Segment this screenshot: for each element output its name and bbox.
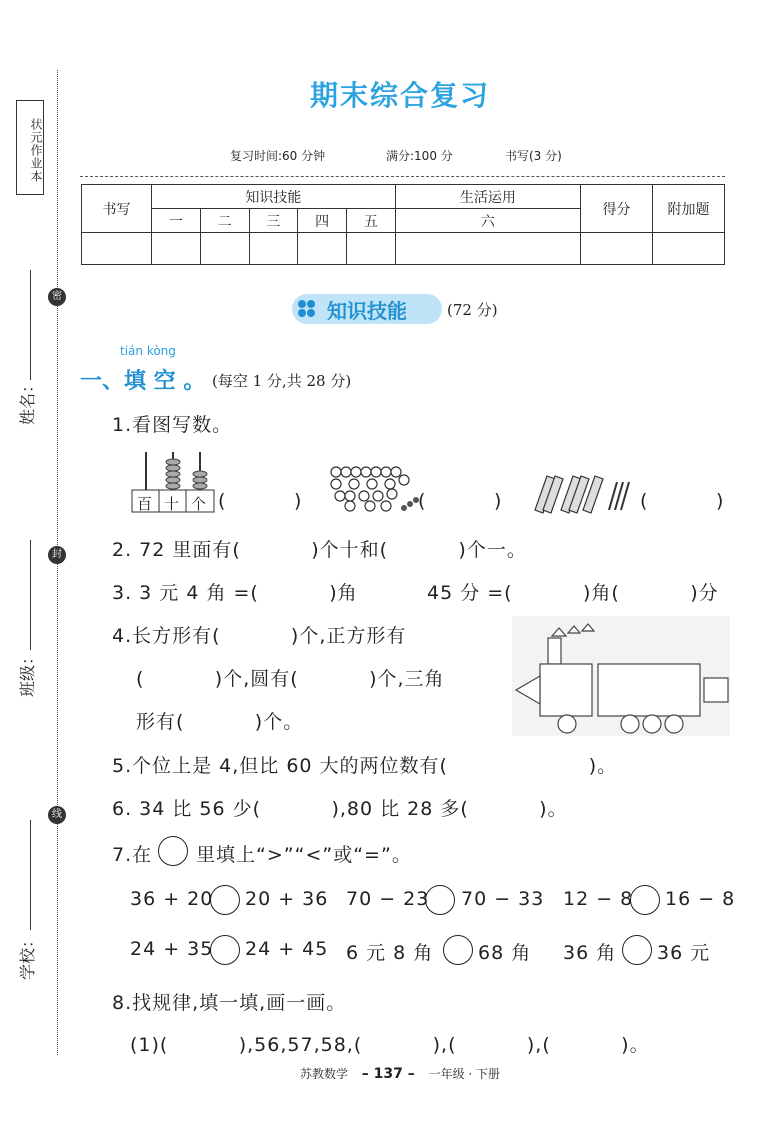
score-cell[interactable] [347,233,396,265]
blank-open: ( [640,490,649,512]
score-cell[interactable] [249,233,298,265]
train-image [512,616,730,736]
class-write-line[interactable] [30,540,31,650]
section-title: 一、填 空 。 [80,369,206,394]
stick-bundles-image [525,470,635,516]
score-cell[interactable] [200,233,249,265]
question-6: 6. 34 比 56 少( ),80 比 28 多( )。 [112,798,568,820]
question-4c: 形有( )个。 [136,711,304,733]
question-8-1: (1)( ),56,57,58,( ),( ),( )。 [130,1034,650,1056]
abacus-ones: 个 [191,495,208,513]
expr: 24 + 45 [245,938,329,960]
bead-groups-image [328,464,420,514]
clover-icon [298,309,306,317]
question-1: 1.看图写数。 [112,414,233,436]
expr: 16 − 8 [665,888,736,910]
expr: 70 − 23 [346,888,430,910]
section-pinyin: tián kòng [120,344,176,358]
score-cell[interactable] [395,233,580,265]
question-3a: 3. 3 元 4 角 =( )角 [112,582,358,604]
question-3b: 45 分 =( )角( )分 [427,582,719,604]
footer-grade: 一年级 · 下册 [428,1067,501,1081]
school-write-line[interactable] [30,820,31,930]
score-table [81,184,725,265]
class-label: 班级： [18,648,37,697]
question-2: 2. 72 里面有( )个十和( )个一。 [112,539,527,561]
col-extra: 附加题 [653,185,725,233]
blank-open: ( [218,490,227,512]
compare-circle[interactable] [210,935,240,965]
col-4: 四 [298,209,347,233]
question-4b: ( )个,圆有( )个,三角 [136,668,445,690]
expr: 6 元 8 角 [346,942,434,964]
clover-icon [307,300,315,308]
page-footer [0,1065,767,1082]
expr: 20 + 36 [245,888,329,910]
blank-close: ) [294,490,303,512]
score-cell[interactable] [82,233,152,265]
question-5: 5.个位上是 4,但比 60 大的两位数有( )。 [112,755,618,777]
score-cell[interactable] [298,233,347,265]
compare-circle[interactable] [443,935,473,965]
compare-circle[interactable] [425,885,455,915]
compare-circle[interactable] [210,885,240,915]
abacus-tens: 十 [164,495,181,513]
abacus-hundreds: 百 [137,495,154,513]
full-score: 满分:100 分 [386,149,453,163]
page-number: – 137 – [361,1066,415,1082]
compare-circle[interactable] [630,885,660,915]
blank-close: ) [716,490,725,512]
footer-book: 苏教数学 [299,1067,348,1081]
expr: 24 + 35 [130,938,214,960]
col-score: 得分 [581,185,653,233]
col-knowledge: 知识技能 [152,185,396,209]
col-6: 六 [395,209,580,233]
seal-mark-feng: 封 [48,546,66,564]
score-cell[interactable] [653,233,725,265]
review-time: 复习时间:60 分钟 [230,149,326,163]
name-label: 姓名： [18,376,37,425]
question-4a: 4.长方形有( )个,正方形有 [112,625,407,647]
clover-icon [298,300,306,308]
compare-circle[interactable] [622,935,652,965]
question-8: 8.找规律,填一填,画一画。 [112,992,347,1014]
question-7-end: 里填上“>”“<”或“=”。 [196,844,412,866]
expr: 12 − 8 [563,888,634,910]
expr: 68 角 [478,942,532,964]
question-7-start: 7.在 [112,844,153,866]
expr: 36 + 20 [130,888,214,910]
col-2: 二 [200,209,249,233]
expr: 36 角 [563,942,617,964]
col-3: 三 [249,209,298,233]
banner-score: (72 分) [447,301,498,319]
banner-label: 知识技能 [327,299,407,323]
col-5: 五 [347,209,396,233]
seal-mark-xian: 线 [48,806,66,824]
score-cell[interactable] [581,233,653,265]
writing-score: 书写(3 分) [505,149,562,163]
expr: 36 元 [657,942,711,964]
col-writing: 书写 [82,185,152,233]
compare-circle-example [158,836,188,866]
school-label: 学校： [18,931,37,980]
page-title: 期末综合复习 [309,79,490,112]
col-life: 生活运用 [395,185,580,209]
name-write-line[interactable] [30,270,31,380]
divider [80,176,725,177]
blank-close: ) [494,490,503,512]
clover-icon [307,309,315,317]
col-1: 一 [152,209,201,233]
booklet-label: 状元作业本 [16,100,44,195]
blank-open: ( [418,490,427,512]
seal-mark-mi: 密 [48,288,66,306]
score-cell[interactable] [152,233,201,265]
section-note: (每空 1 分,共 28 分) [212,372,352,390]
expr: 70 − 33 [461,888,545,910]
